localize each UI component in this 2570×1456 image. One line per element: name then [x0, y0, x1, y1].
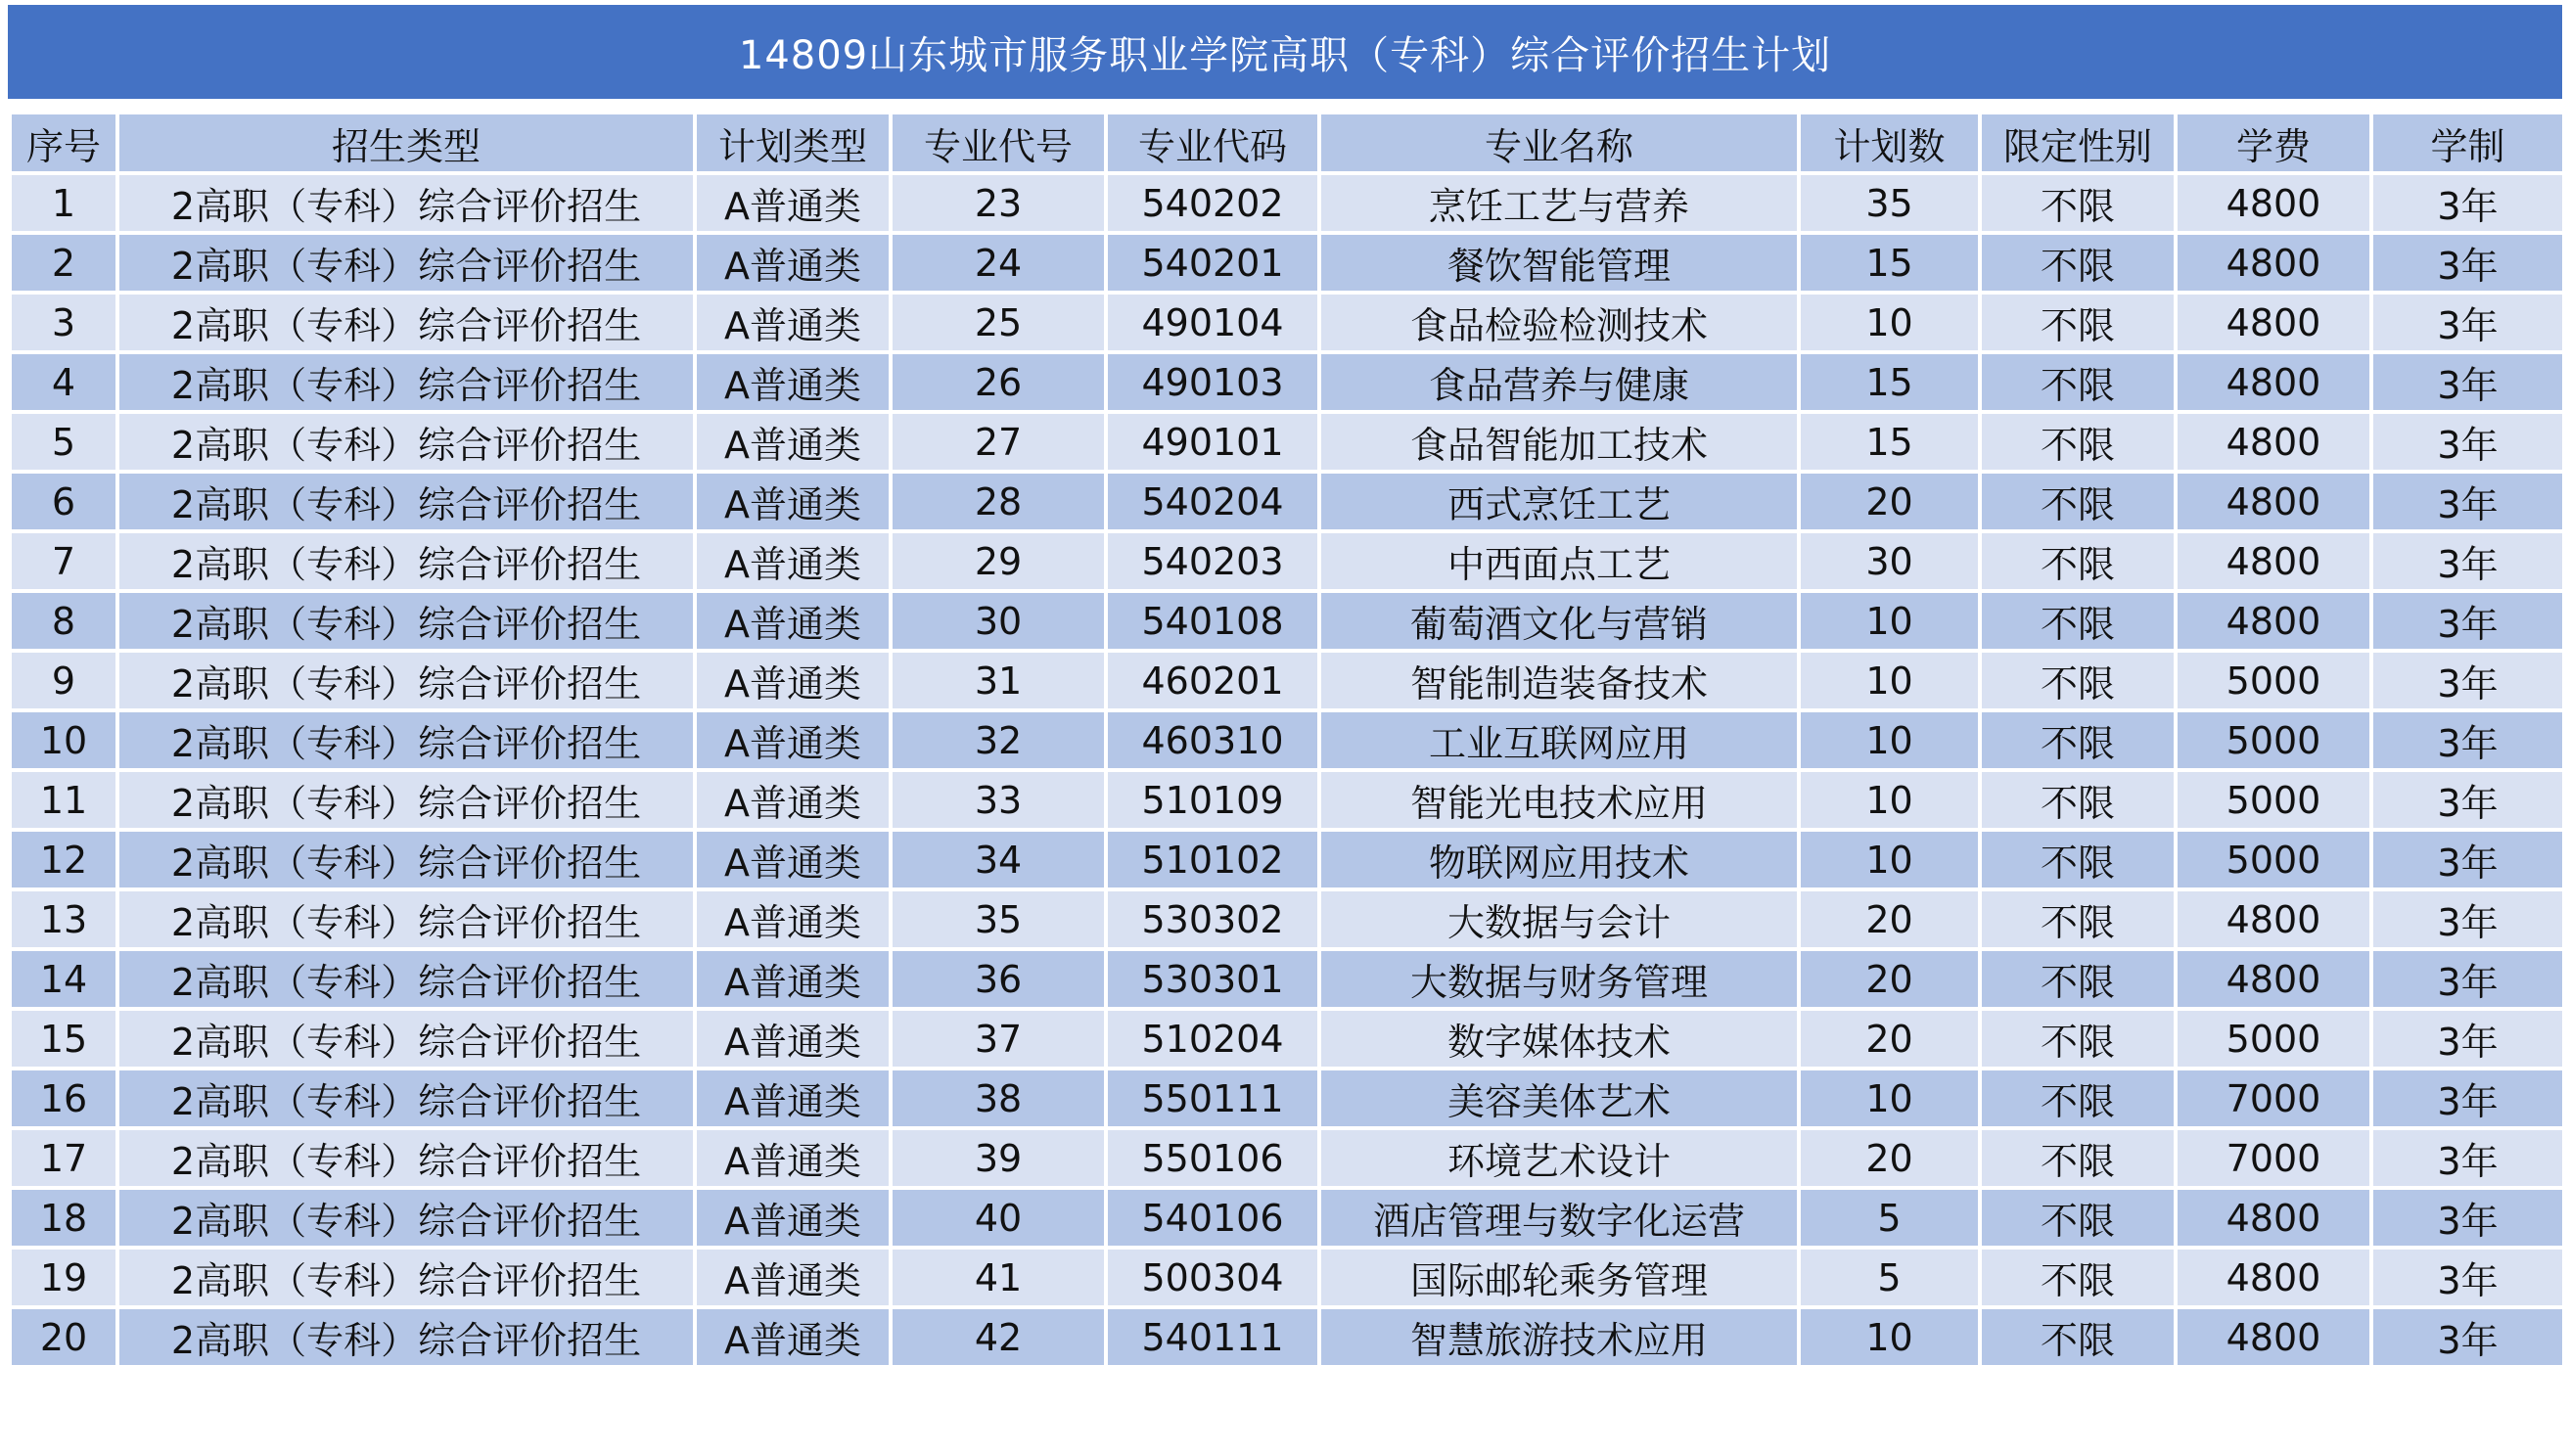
header-cell: 专业代码 — [1106, 113, 1319, 173]
enrollment-type-cell: 2高职（专科）综合评价招生 — [117, 710, 695, 770]
duration-cell: 3年 — [2371, 651, 2564, 710]
enrollment-type-cell: 2高职（专科）综合评价招生 — [117, 830, 695, 889]
tuition-cell: 4800 — [2176, 531, 2371, 591]
table-row — [10, 591, 2564, 651]
plan-count-cell: 20 — [1799, 949, 1980, 1009]
tuition-cell: 4800 — [2176, 412, 2371, 472]
row-number-cell: 18 — [10, 1188, 117, 1248]
row-number-cell: 9 — [10, 651, 117, 710]
table-row — [10, 1188, 2564, 1248]
duration-cell: 3年 — [2371, 949, 2564, 1009]
gender-limit-cell: 不限 — [1980, 352, 2176, 412]
plan-type-cell: A普通类 — [695, 710, 891, 770]
row-number-cell: 3 — [10, 293, 117, 352]
duration-cell: 3年 — [2371, 710, 2564, 770]
duration-cell: 3年 — [2371, 173, 2564, 233]
major-code-cell: 540204 — [1106, 472, 1319, 531]
table-row — [10, 651, 2564, 710]
row-number-cell: 8 — [10, 591, 117, 651]
header-cell: 序号 — [10, 113, 117, 173]
row-number-cell: 13 — [10, 889, 117, 949]
plan-count-cell: 30 — [1799, 531, 1980, 591]
plan-count-cell: 10 — [1799, 293, 1980, 352]
major-number-cell: 42 — [891, 1307, 1106, 1367]
duration-cell: 3年 — [2371, 1188, 2564, 1248]
major-code-cell: 530301 — [1106, 949, 1319, 1009]
enrollment-type-cell: 2高职（专科）综合评价招生 — [117, 889, 695, 949]
gender-limit-cell: 不限 — [1980, 1248, 2176, 1307]
major-number-cell: 28 — [891, 472, 1106, 531]
major-code-cell: 550111 — [1106, 1069, 1319, 1128]
table-row — [10, 531, 2564, 591]
major-name-cell: 烹饪工艺与营养 — [1319, 173, 1799, 233]
gender-limit-cell: 不限 — [1980, 293, 2176, 352]
major-name-cell: 数字媒体技术 — [1319, 1009, 1799, 1069]
tuition-cell: 5000 — [2176, 651, 2371, 710]
enrollment-type-cell: 2高职（专科）综合评价招生 — [117, 1128, 695, 1188]
major-number-cell: 34 — [891, 830, 1106, 889]
plan-type-cell: A普通类 — [695, 531, 891, 591]
duration-cell: 3年 — [2371, 770, 2564, 830]
major-number-cell: 32 — [891, 710, 1106, 770]
enrollment-type-cell: 2高职（专科）综合评价招生 — [117, 651, 695, 710]
major-name-cell: 智能光电技术应用 — [1319, 770, 1799, 830]
major-number-cell: 25 — [891, 293, 1106, 352]
table-row — [10, 830, 2564, 889]
duration-cell: 3年 — [2371, 233, 2564, 293]
tuition-cell: 4800 — [2176, 472, 2371, 531]
enrollment-type-cell: 2高职（专科）综合评价招生 — [117, 1307, 695, 1367]
table-row — [10, 173, 2564, 233]
major-code-cell: 510102 — [1106, 830, 1319, 889]
table-row — [10, 1307, 2564, 1367]
plan-count-cell: 10 — [1799, 651, 1980, 710]
gender-limit-cell: 不限 — [1980, 830, 2176, 889]
major-number-cell: 37 — [891, 1009, 1106, 1069]
plan-type-cell: A普通类 — [695, 1128, 891, 1188]
plan-count-cell: 10 — [1799, 710, 1980, 770]
duration-cell: 3年 — [2371, 1069, 2564, 1128]
duration-cell: 3年 — [2371, 531, 2564, 591]
enrollment-type-cell: 2高职（专科）综合评价招生 — [117, 233, 695, 293]
gender-limit-cell: 不限 — [1980, 173, 2176, 233]
major-name-cell: 环境艺术设计 — [1319, 1128, 1799, 1188]
plan-count-cell: 5 — [1799, 1188, 1980, 1248]
enrollment-type-cell: 2高职（专科）综合评价招生 — [117, 1188, 695, 1248]
header-row — [10, 113, 2564, 173]
gender-limit-cell: 不限 — [1980, 412, 2176, 472]
major-code-cell: 550106 — [1106, 1128, 1319, 1188]
major-number-cell: 38 — [891, 1069, 1106, 1128]
duration-cell: 3年 — [2371, 293, 2564, 352]
major-name-cell: 食品营养与健康 — [1319, 352, 1799, 412]
enrollment-type-cell: 2高职（专科）综合评价招生 — [117, 531, 695, 591]
major-code-cell: 540201 — [1106, 233, 1319, 293]
major-number-cell: 33 — [891, 770, 1106, 830]
row-number-cell: 1 — [10, 173, 117, 233]
table-row — [10, 472, 2564, 531]
plan-count-cell: 20 — [1799, 472, 1980, 531]
gender-limit-cell: 不限 — [1980, 591, 2176, 651]
plan-count-cell: 20 — [1799, 1128, 1980, 1188]
plan-count-cell: 10 — [1799, 1069, 1980, 1128]
plan-count-cell: 15 — [1799, 233, 1980, 293]
plan-type-cell: A普通类 — [695, 1248, 891, 1307]
tuition-cell: 4800 — [2176, 889, 2371, 949]
table-row — [10, 412, 2564, 472]
duration-cell: 3年 — [2371, 591, 2564, 651]
enrollment-type-cell: 2高职（专科）综合评价招生 — [117, 1248, 695, 1307]
header-cell: 限定性别 — [1980, 113, 2176, 173]
major-code-cell: 490104 — [1106, 293, 1319, 352]
tuition-cell: 5000 — [2176, 830, 2371, 889]
duration-cell: 3年 — [2371, 1009, 2564, 1069]
table-row — [10, 770, 2564, 830]
gender-limit-cell: 不限 — [1980, 472, 2176, 531]
row-number-cell: 4 — [10, 352, 117, 412]
plan-type-cell: A普通类 — [695, 949, 891, 1009]
major-name-cell: 葡萄酒文化与营销 — [1319, 591, 1799, 651]
plan-type-cell: A普通类 — [695, 1188, 891, 1248]
header-cell: 专业代号 — [891, 113, 1106, 173]
table-row — [10, 1069, 2564, 1128]
row-number-cell: 15 — [10, 1009, 117, 1069]
enrollment-type-cell: 2高职（专科）综合评价招生 — [117, 770, 695, 830]
gender-limit-cell: 不限 — [1980, 1128, 2176, 1188]
duration-cell: 3年 — [2371, 412, 2564, 472]
major-name-cell: 大数据与会计 — [1319, 889, 1799, 949]
tuition-cell: 4800 — [2176, 1248, 2371, 1307]
duration-cell: 3年 — [2371, 1248, 2564, 1307]
enrollment-type-cell: 2高职（专科）综合评价招生 — [117, 1069, 695, 1128]
plan-type-cell: A普通类 — [695, 770, 891, 830]
table-row — [10, 293, 2564, 352]
major-number-cell: 26 — [891, 352, 1106, 412]
major-name-cell: 食品检验检测技术 — [1319, 293, 1799, 352]
plan-type-cell: A普通类 — [695, 591, 891, 651]
major-name-cell: 智慧旅游技术应用 — [1319, 1307, 1799, 1367]
header-cell: 学制 — [2371, 113, 2564, 173]
header-cell: 计划类型 — [695, 113, 891, 173]
major-name-cell: 食品智能加工技术 — [1319, 412, 1799, 472]
duration-cell: 3年 — [2371, 830, 2564, 889]
major-name-cell: 酒店管理与数字化运营 — [1319, 1188, 1799, 1248]
tuition-cell: 4800 — [2176, 1307, 2371, 1367]
major-number-cell: 23 — [891, 173, 1106, 233]
enrollment-type-cell: 2高职（专科）综合评价招生 — [117, 173, 695, 233]
plan-count-cell: 10 — [1799, 770, 1980, 830]
row-number-cell: 16 — [10, 1069, 117, 1128]
enrollment-type-cell: 2高职（专科）综合评价招生 — [117, 1009, 695, 1069]
major-number-cell: 27 — [891, 412, 1106, 472]
row-number-cell: 19 — [10, 1248, 117, 1307]
major-name-cell: 物联网应用技术 — [1319, 830, 1799, 889]
major-name-cell: 工业互联网应用 — [1319, 710, 1799, 770]
row-number-cell: 17 — [10, 1128, 117, 1188]
gender-limit-cell: 不限 — [1980, 1307, 2176, 1367]
table-row — [10, 1248, 2564, 1307]
row-number-cell: 5 — [10, 412, 117, 472]
major-code-cell: 500304 — [1106, 1248, 1319, 1307]
tuition-cell: 4800 — [2176, 173, 2371, 233]
plan-type-cell: A普通类 — [695, 352, 891, 412]
enrollment-type-cell: 2高职（专科）综合评价招生 — [117, 352, 695, 412]
plan-type-cell: A普通类 — [695, 412, 891, 472]
plan-type-cell: A普通类 — [695, 1069, 891, 1128]
table-row — [10, 1128, 2564, 1188]
plan-count-cell: 20 — [1799, 889, 1980, 949]
gender-limit-cell: 不限 — [1980, 1009, 2176, 1069]
enrollment-type-cell: 2高职（专科）综合评价招生 — [117, 412, 695, 472]
row-number-cell: 6 — [10, 472, 117, 531]
major-name-cell: 中西面点工艺 — [1319, 531, 1799, 591]
major-code-cell: 530302 — [1106, 889, 1319, 949]
major-code-cell: 540108 — [1106, 591, 1319, 651]
enrollment-type-cell: 2高职（专科）综合评价招生 — [117, 949, 695, 1009]
header-cell: 招生类型 — [117, 113, 695, 173]
tuition-cell: 5000 — [2176, 1009, 2371, 1069]
duration-cell: 3年 — [2371, 1307, 2564, 1367]
gender-limit-cell: 不限 — [1980, 651, 2176, 710]
table-row — [10, 889, 2564, 949]
major-number-cell: 39 — [891, 1128, 1106, 1188]
major-name-cell: 餐饮智能管理 — [1319, 233, 1799, 293]
major-number-cell: 41 — [891, 1248, 1106, 1307]
tuition-cell: 7000 — [2176, 1128, 2371, 1188]
plan-count-cell: 20 — [1799, 1009, 1980, 1069]
major-code-cell: 460310 — [1106, 710, 1319, 770]
plan-type-cell: A普通类 — [695, 830, 891, 889]
plan-type-cell: A普通类 — [695, 651, 891, 710]
enrollment-type-cell: 2高职（专科）综合评价招生 — [117, 591, 695, 651]
major-number-cell: 40 — [891, 1188, 1106, 1248]
major-name-cell: 西式烹饪工艺 — [1319, 472, 1799, 531]
plan-count-cell: 10 — [1799, 591, 1980, 651]
header-cell: 学费 — [2176, 113, 2371, 173]
plan-count-cell: 15 — [1799, 352, 1980, 412]
table-row — [10, 949, 2564, 1009]
tuition-cell: 5000 — [2176, 770, 2371, 830]
duration-cell: 3年 — [2371, 1128, 2564, 1188]
tuition-cell: 7000 — [2176, 1069, 2371, 1128]
table-row — [10, 710, 2564, 770]
major-code-cell: 510109 — [1106, 770, 1319, 830]
gender-limit-cell: 不限 — [1980, 1069, 2176, 1128]
major-number-cell: 36 — [891, 949, 1106, 1009]
admission-plan-table — [8, 111, 2566, 1369]
major-name-cell: 智能制造装备技术 — [1319, 651, 1799, 710]
major-name-cell: 国际邮轮乘务管理 — [1319, 1248, 1799, 1307]
gender-limit-cell: 不限 — [1980, 770, 2176, 830]
tuition-cell: 4800 — [2176, 591, 2371, 651]
plan-count-cell: 35 — [1799, 173, 1980, 233]
plan-count-cell: 10 — [1799, 830, 1980, 889]
gender-limit-cell: 不限 — [1980, 531, 2176, 591]
plan-type-cell: A普通类 — [695, 472, 891, 531]
table-title: 14809山东城市服务职业学院高职（专科）综合评价招生计划 — [8, 5, 2562, 99]
tuition-cell: 5000 — [2176, 710, 2371, 770]
row-number-cell: 2 — [10, 233, 117, 293]
major-code-cell: 460201 — [1106, 651, 1319, 710]
header-cell: 计划数 — [1799, 113, 1980, 173]
major-name-cell: 大数据与财务管理 — [1319, 949, 1799, 1009]
plan-count-cell: 5 — [1799, 1248, 1980, 1307]
header-cell: 专业名称 — [1319, 113, 1799, 173]
row-number-cell: 12 — [10, 830, 117, 889]
gender-limit-cell: 不限 — [1980, 710, 2176, 770]
plan-type-cell: A普通类 — [695, 1307, 891, 1367]
table-row — [10, 233, 2564, 293]
major-code-cell: 540202 — [1106, 173, 1319, 233]
plan-type-cell: A普通类 — [695, 1009, 891, 1069]
plan-type-cell: A普通类 — [695, 173, 891, 233]
major-code-cell: 490101 — [1106, 412, 1319, 472]
tuition-cell: 4800 — [2176, 293, 2371, 352]
enrollment-type-cell: 2高职（专科）综合评价招生 — [117, 293, 695, 352]
gender-limit-cell: 不限 — [1980, 233, 2176, 293]
major-number-cell: 30 — [891, 591, 1106, 651]
tuition-cell: 4800 — [2176, 233, 2371, 293]
table-row — [10, 352, 2564, 412]
gender-limit-cell: 不限 — [1980, 949, 2176, 1009]
major-name-cell: 美容美体艺术 — [1319, 1069, 1799, 1128]
row-number-cell: 14 — [10, 949, 117, 1009]
row-number-cell: 20 — [10, 1307, 117, 1367]
plan-count-cell: 15 — [1799, 412, 1980, 472]
plan-type-cell: A普通类 — [695, 293, 891, 352]
row-number-cell: 11 — [10, 770, 117, 830]
tuition-cell: 4800 — [2176, 949, 2371, 1009]
major-number-cell: 31 — [891, 651, 1106, 710]
tuition-cell: 4800 — [2176, 352, 2371, 412]
major-code-cell: 540106 — [1106, 1188, 1319, 1248]
enrollment-type-cell: 2高职（专科）综合评价招生 — [117, 472, 695, 531]
gender-limit-cell: 不限 — [1980, 1188, 2176, 1248]
duration-cell: 3年 — [2371, 889, 2564, 949]
major-number-cell: 29 — [891, 531, 1106, 591]
major-number-cell: 35 — [891, 889, 1106, 949]
row-number-cell: 7 — [10, 531, 117, 591]
major-code-cell: 510204 — [1106, 1009, 1319, 1069]
tuition-cell: 4800 — [2176, 1188, 2371, 1248]
row-number-cell: 10 — [10, 710, 117, 770]
table-body — [10, 173, 2564, 1367]
plan-type-cell: A普通类 — [695, 233, 891, 293]
major-code-cell: 490103 — [1106, 352, 1319, 412]
gender-limit-cell: 不限 — [1980, 889, 2176, 949]
major-code-cell: 540111 — [1106, 1307, 1319, 1367]
duration-cell: 3年 — [2371, 352, 2564, 412]
major-number-cell: 24 — [891, 233, 1106, 293]
plan-count-cell: 10 — [1799, 1307, 1980, 1367]
table-row — [10, 1009, 2564, 1069]
major-code-cell: 540203 — [1106, 531, 1319, 591]
duration-cell: 3年 — [2371, 472, 2564, 531]
plan-type-cell: A普通类 — [695, 889, 891, 949]
